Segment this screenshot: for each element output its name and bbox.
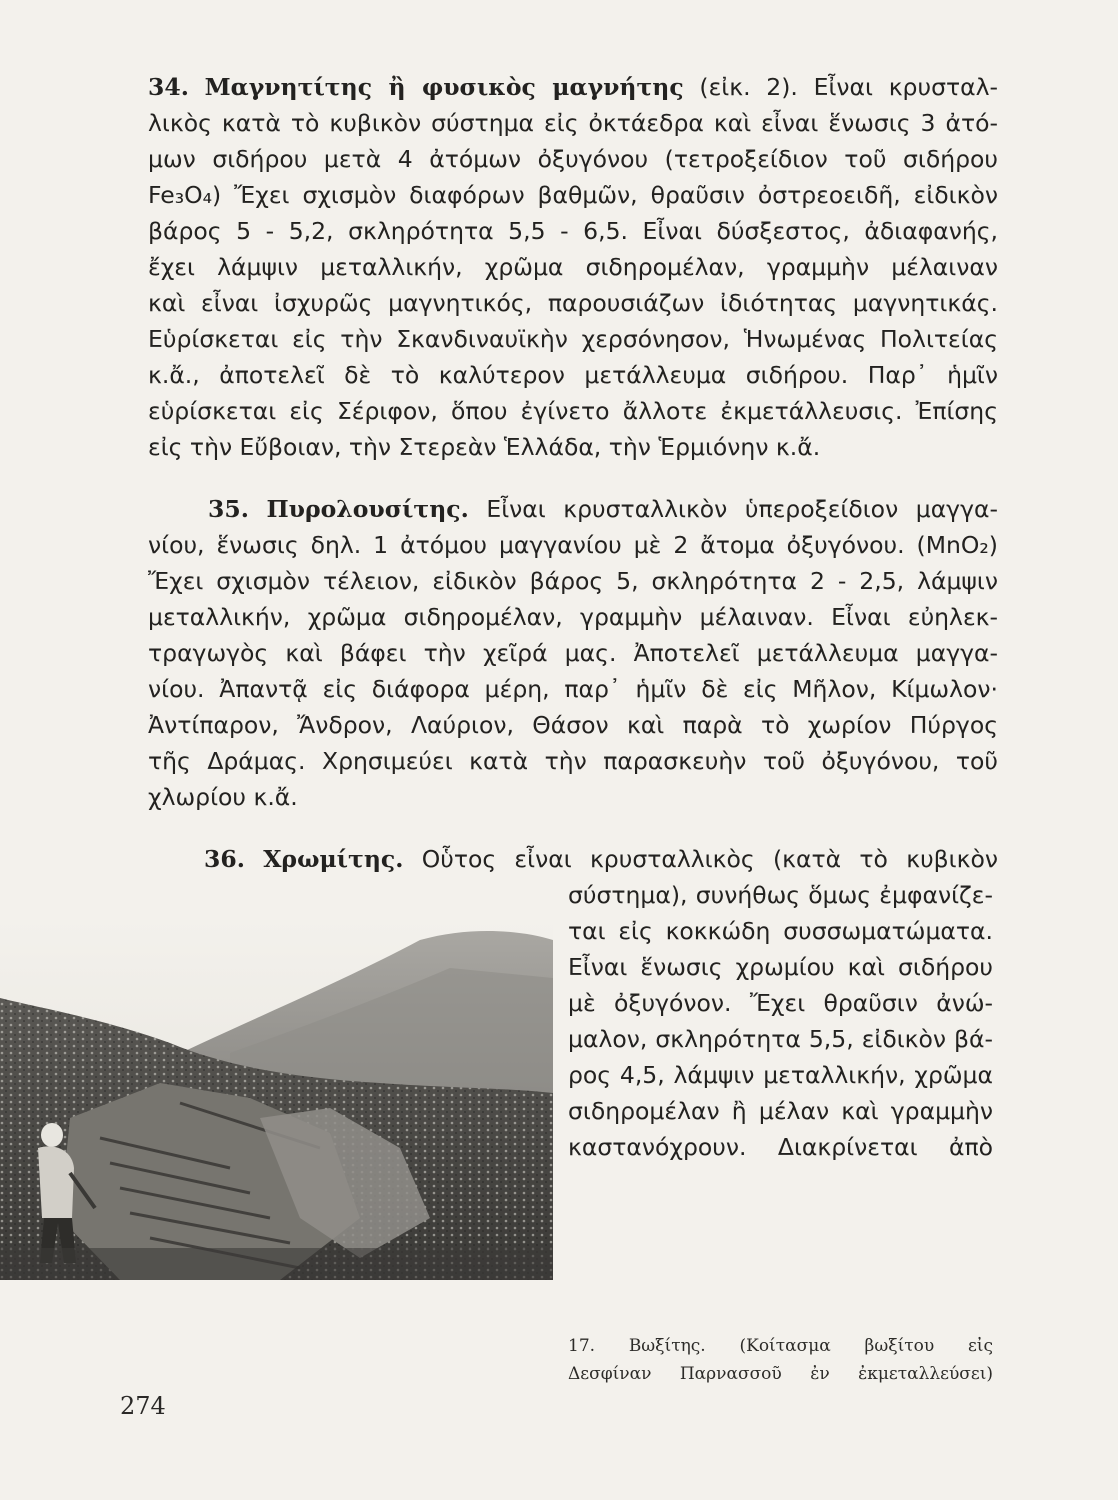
section-35-line-2 <box>148 530 998 560</box>
chemical-formula: (MnO₂) <box>916 531 998 559</box>
section-36-title: Χρωμίτης. <box>263 845 404 873</box>
section-35-title: Πυρολουσίτης. <box>266 495 469 523</box>
bauxite-deposit-photo <box>0 918 553 1280</box>
section-35-line: Ἀντίπαρον, Ἄνδρον, Λαύριον, Θάσον καὶ παρὰ τὸ χωρίον Πύργος <box>148 711 998 739</box>
section-36-line: ρος 4,5, λάμψιν μεταλλικήν, χρῶμα <box>568 1061 993 1089</box>
section-34-title: Μαγνητίτης ἢ φυσικὸς μαγνήτης <box>204 73 684 101</box>
section-35-line: χλωρίου κ.ἄ. <box>148 783 298 811</box>
section-35-line: μεταλλικήν, χρῶμα σιδηρομέλαν, γραμμὴν μέλαιναν. Εἶναι εὐηλεκ- <box>148 603 998 631</box>
section-34-line: καὶ εἶναι ἰσχυρῶς μαγνητικός, παρουσιάζων ἰδιότητας μαγνητικάς. <box>148 289 998 317</box>
section-36-line: σιδηρομέλαν ἢ μέλαν καὶ γραμμὴν <box>568 1097 993 1125</box>
section-35-line: τραγωγὸς καὶ βάφει τὴν χεῖρά μας. Ἀποτελεῖ μετάλλευμα μαγγα- <box>148 639 998 667</box>
section-34-line: εἰς τὴν Εὔβοιαν, τὴν Στερεὰν Ἑλλάδα, τὴν Ἑρμιόνην κ.ἄ. <box>148 433 821 461</box>
section-35-number: 35. <box>208 495 249 523</box>
section-34-text: (εἰκ. 2). Εἶναι κρυσταλ- <box>699 73 998 101</box>
section-34-line-4 <box>148 180 998 210</box>
section-36-line: σύστημα), συνήθως ὅμως ἐμφανίζε- <box>568 881 993 909</box>
section-36-line-1 <box>204 844 998 874</box>
section-36-line: Εἶναι ἕνωσις χρωμίου καὶ σιδήρου <box>568 953 993 981</box>
page-number: 274 <box>120 1392 166 1420</box>
figure-caption-line-2: Δεσφίναν Παρνασσοῦ ἐν ἐκμεταλλεύσει) <box>568 1364 993 1384</box>
section-34-number: 34. <box>148 73 189 101</box>
section-36-line: καστανόχρουν. Διακρίνεται ἀπὸ <box>568 1133 993 1161</box>
section-34-line-1 <box>148 72 998 102</box>
figure-caption-line-1: 17. Βωξίτης. (Κοίτασμα βωξίτου εἰς <box>568 1336 993 1356</box>
section-36-text: Οὗτος εἶναι κρυσταλλικὸς (κατὰ τὸ κυβικὸν <box>421 845 998 873</box>
section-34-line: ἔχει λάμψιν μεταλλικήν, χρῶμα σιδηρομέλαν, γραμμὴν μέλαιναν <box>148 253 998 281</box>
section-35-line: νίου. Ἀπαντᾷ εἰς διάφορα μέρη, παρ᾽ ἡμῖν δὲ εἰς Μῆλον, Κίμωλον· <box>148 675 998 703</box>
section-34-line: μων σιδήρου μετὰ 4 ἀτόμων ὀξυγόνου (τετροξείδιον τοῦ σιδήρου <box>148 145 998 173</box>
section-35-line: Ἔχει σχισμὸν τέλειον, εἰδικὸν βάρος 5, σκληρότητα 2 - 2,5, λάμψιν <box>148 567 998 595</box>
section-36-line: μὲ ὀξυγόνον. Ἔχει θραῦσιν ἀνώ- <box>568 989 993 1017</box>
section-34-line: βάρος 5 - 5,2, σκληρότητα 5,5 - 6,5. Εἶναι δύσξεστος, ἀδιαφανής, <box>148 217 998 245</box>
section-34-line: κ.ἄ., ἀποτελεῖ δὲ τὸ καλύτερον μετάλλευμα σιδήρου. Παρ᾽ ἡμῖν <box>148 361 998 389</box>
section-34-line: Εὑρίσκεται εἰς τὴν Σκανδιναυϊκὴν χερσόνησον, Ἡνωμένας Πολιτείας <box>148 325 998 353</box>
section-36-number: 36. <box>204 845 245 873</box>
section-34-text: Ἔχει σχισμὸν διαφόρων βαθμῶν, θραῦσιν ὀστρεοειδῆ, εἰδικὸν <box>234 181 998 209</box>
section-36-line: ται εἰς κοκκώδη συσσωματώματα. <box>568 917 993 945</box>
section-34-line: εὑρίσκεται εἰς Σέριφον, ὅπου ἐγίνετο ἄλλοτε ἐκμετάλλευσις. Ἐπίσης <box>148 397 998 425</box>
section-36-line: μαλον, σκληρότητα 5,5, εἰδικὸν βά- <box>568 1025 993 1053</box>
section-35-line-1 <box>208 494 998 524</box>
section-34-line: λικὸς κατὰ τὸ κυβικὸν σύστημα εἰς ὀκτάεδρα καὶ εἶναι ἕνωσις 3 ἀτό- <box>148 109 998 137</box>
section-35-line: τῆς Δράμας. Χρησιμεύει κατὰ τὴν παρασκευὴν τοῦ ὀξυγόνου, τοῦ <box>148 747 998 775</box>
section-35-text: Εἶναι κρυσταλλικὸν ὑπεροξείδιον μαγγα- <box>486 495 998 523</box>
section-35-text: νίου, ἕνωσις δηλ. 1 ἀτόμου μαγγανίου μὲ 2 ἄτομα ὀξυγόνου. <box>148 531 905 559</box>
foreground-shadow <box>0 1248 553 1280</box>
chemical-formula: Fe₃O₄) <box>148 181 222 209</box>
